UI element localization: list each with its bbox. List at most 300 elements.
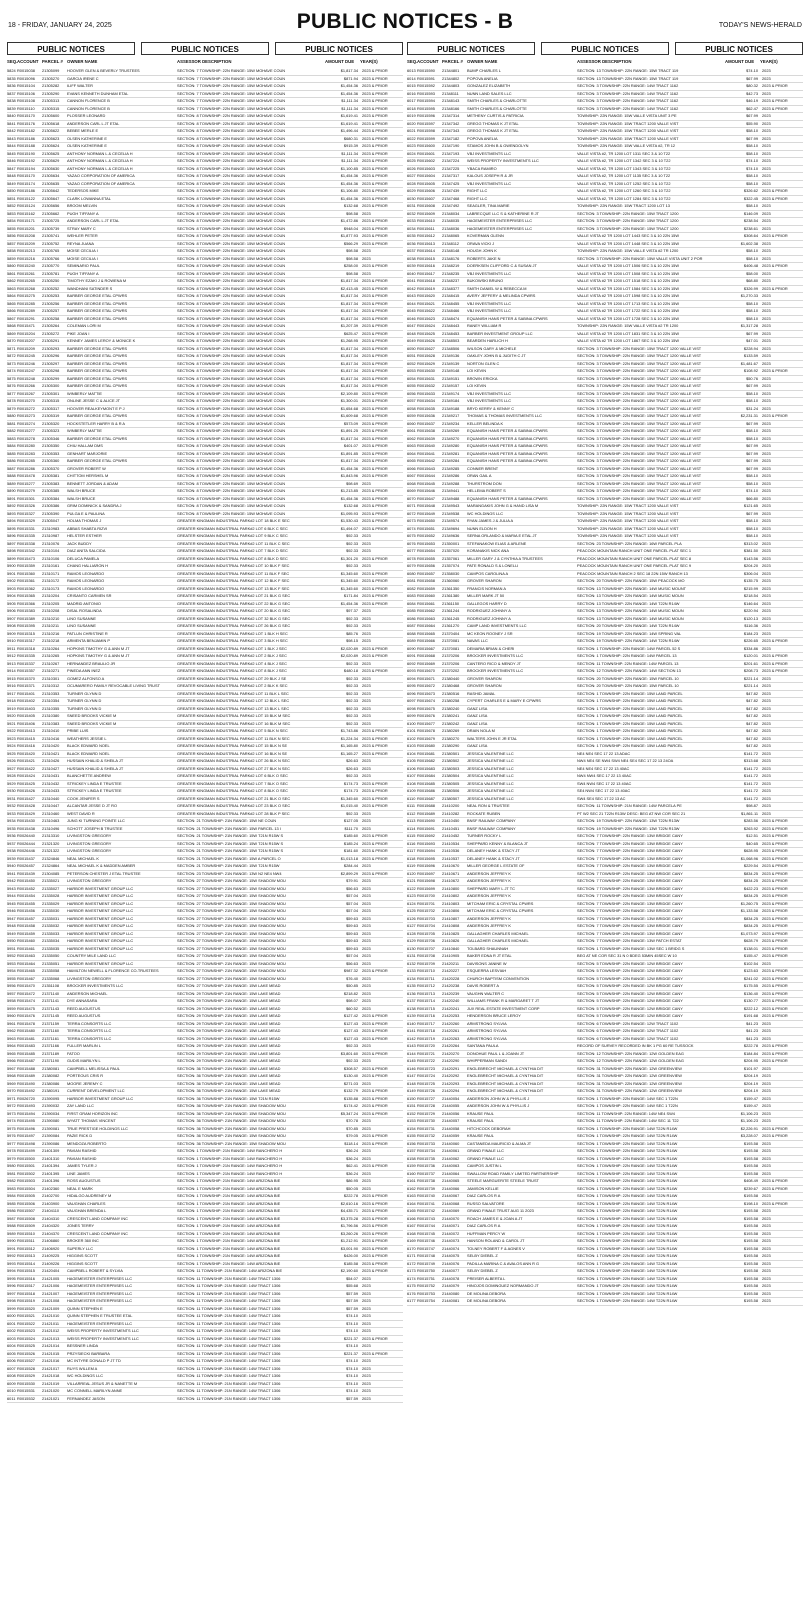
assessor-cell: TOWNSHIP: 22N RANGE: 15W TRACT 1200 VALLE VIST [577, 128, 679, 133]
table-row [7, 1178, 403, 1186]
amount-cell: $41.23 [746, 1035, 758, 1041]
amount-cell: $1,861.11 [740, 810, 758, 816]
account-cell: R0015744 [417, 1223, 435, 1228]
table-row [407, 578, 803, 586]
years-cell: 2023 [762, 608, 771, 613]
assessor-cell: VALLE VISTA #2 TR 1200 LOT 1443 SEC 3 & 10 22N 15W [577, 233, 680, 238]
owner-cell: TERRA CONSORTS LLC [67, 1035, 112, 1041]
account-cell: R0015318 [17, 645, 35, 651]
amount-cell: $193.58 [743, 1290, 758, 1296]
assessor-cell: SECTION: 8 TOWNSHIP: 22N RANGE: 15W MOHAVE COUN [177, 510, 286, 516]
amount-cell: $306.04 [743, 570, 758, 576]
account-cell: R0015687 [417, 795, 435, 801]
seq-cell: 5936 [7, 833, 16, 838]
table-row [7, 893, 403, 901]
account-cell: R0015273 [17, 413, 35, 418]
seq-cell: 5889 [7, 480, 16, 486]
table-row [407, 1238, 803, 1246]
owner-cell: ANDERSON JOHN W & PHYLLIS J [467, 1103, 530, 1108]
years-cell: 2023 [362, 1043, 371, 1048]
account-cell: R0015201 [17, 225, 35, 231]
years-cell: 2023 [762, 1095, 771, 1101]
assessor-cell: SECTION: 11 TOWNSHIP: 21N RANGE: 14W TRACT 1306 [177, 1373, 281, 1378]
owner-cell: SUPERLY LLC [67, 1245, 94, 1251]
owner-cell: CRISANTO CARMEN SR [67, 593, 112, 598]
seq-cell: 5916 [7, 683, 16, 688]
seq-cell: 5999 [7, 1305, 16, 1311]
owner-cell: SANTANA PAULA [467, 1043, 499, 1048]
table-row [407, 421, 803, 429]
seq-cell: 6003 [7, 1335, 16, 1341]
years-cell: 2023 & PRIOR [362, 525, 388, 531]
owner-cell: THOMAS & THOMAS INVESTMENTS LLC [467, 413, 542, 418]
seq-cell: 6107 [407, 773, 416, 778]
seq-cell: 5971 [7, 1095, 16, 1101]
table-row [7, 151, 403, 159]
seq-cell: 6010 [7, 1388, 16, 1393]
amount-cell: $92.33 [346, 1058, 358, 1063]
years-cell: 2023 [362, 1118, 371, 1123]
table-row [407, 601, 803, 609]
assessor-cell: SECTION: 11 TOWNSHIP: 21N RANGE: 14W TRACT 1306 [177, 1305, 281, 1311]
seq-cell: 6058 [407, 405, 416, 411]
owner-cell: AVERY JEFFERY & MELINDA CPWRS [467, 293, 536, 298]
table-row [407, 991, 803, 999]
parcel-cell: 21410282 [442, 810, 460, 816]
assessor-cell: SECTION: 5 TOWNSHIP: 22N RANGE: 12W BRIDGE CANY [577, 960, 683, 966]
account-cell: R0015514 [17, 1260, 35, 1266]
amount-cell: $92.33 [346, 615, 358, 621]
owner-cell: GALLAGHER CHARLES MICHAEL [467, 930, 529, 936]
owner-cell: TURNER GLYNN D [67, 698, 102, 703]
years-cell: 2023 [762, 1028, 771, 1033]
years-cell: 2023 [762, 360, 771, 366]
account-cell: R0015725 [417, 1080, 435, 1086]
assessor-cell: SECTION: 6 TOWNSHIP: 22N RANGE: 12W TRACT 1102 [577, 1035, 679, 1041]
assessor-cell: SECTION: 1 TOWNSHIP: 22N RANGE: 14W PARCEL 52 S [577, 645, 681, 651]
account-cell: R0015285 [17, 458, 35, 463]
owner-cell: HOPKINS TIMOTHY G & ANN M JT [67, 653, 130, 658]
parcel-cell: 21310426 [42, 758, 60, 763]
parcel-cell: 21360060 [442, 578, 460, 583]
assessor-cell: VALLE VISTA #2 TR 1200 LOT 1831 SEC 3 & 10 22N 15W [577, 330, 680, 336]
parcel-cell: 21402360 [42, 1185, 60, 1191]
years-cell: 2023 & PRIOR [362, 315, 388, 321]
table-row [7, 76, 403, 84]
assessor-cell: VALLE VISTA #2 TR 1200 LOT 1508 SEC 3 & 10 22N 15W [577, 270, 680, 276]
account-cell: R0015654 [417, 548, 435, 553]
amount-cell: $1,619.41 [340, 120, 358, 126]
table-row [7, 788, 403, 796]
owner-cell: JUNG KI TURNING POINTE LLC [67, 818, 125, 823]
amount-cell: $127.42 [343, 1013, 358, 1018]
table-row [407, 563, 803, 571]
seq-cell: 6165 [407, 1208, 416, 1213]
years-cell: 2023 [762, 1080, 771, 1086]
account-cell: R0015465 [17, 968, 35, 973]
account-cell: R0015664 [417, 623, 435, 628]
owner-cell: JESSICA VALENTINE LLC [467, 788, 514, 793]
amount-cell: $193.58 [743, 1148, 758, 1153]
amount-cell: $401.07 [343, 443, 358, 448]
assessor-cell: SECTION: 1 TOWNSHIP: 21N RANGE: 14W ARIZONA BIE [177, 1260, 281, 1266]
years-cell: 2023 & PRIOR [362, 1020, 388, 1026]
parcel-cell: 21321322 [42, 848, 60, 853]
assessor-cell: SECTION: 7 TOWNSHIP: 22N RANGE: 15W MOHAVE COUN [177, 98, 286, 103]
owner-cell: ARMSTRONG SYLVIA [467, 1035, 507, 1041]
parcel-cell: 21440067 [442, 1193, 460, 1198]
parcel-cell: 21305272 [42, 330, 60, 336]
account-cell: R0015718 [417, 1028, 435, 1033]
years-cell: 2023 [762, 1110, 771, 1116]
table-row [407, 796, 803, 804]
table-row [7, 421, 403, 429]
amount-cell: $193.58 [743, 1223, 758, 1228]
parcel-cell: 21420261 [442, 1028, 460, 1033]
amount-cell: $57.04 [346, 908, 358, 913]
owner-cell: TOLNEY ROBERT F & AGNES V [467, 1245, 525, 1251]
account-cell: R0015750 [417, 1268, 435, 1273]
parcel-cell: 21344801 [442, 68, 460, 73]
account-cell: R0015207 [17, 338, 35, 343]
owner-cell: BARBER INVESTMENT GROUP LLC [467, 330, 533, 336]
account-cell: R0015521 [17, 1313, 35, 1318]
assessor-cell: SECTION: 1 TOWNSHIP: 21N RANGE: 14W RANCHERO H [177, 1163, 283, 1168]
assessor-cell: SECTION: 1 TOWNSHIP: 22N RANGE: 14W T22N R14W [577, 1125, 678, 1131]
amount-cell: $308.57 [343, 1065, 358, 1071]
assessor-cell: SECTION: 1 TOWNSHIP: 22N RANGE: 13W SEC 1 BRIDG S [577, 945, 685, 951]
account-cell: R0015516 [17, 1275, 35, 1281]
owner-cell: CRESCENT LAND COMPANY INC [67, 1230, 128, 1236]
years-cell: 2023 & PRIOR [362, 1238, 388, 1243]
amount-cell: $193.58 [743, 1215, 758, 1221]
owner-cell: HELLEMA ROBERT S [467, 488, 506, 493]
parcel-cell: 21310496 [42, 825, 60, 831]
seq-cell: 5857 [7, 240, 16, 246]
assessor-cell: SECTION: 5 TOWNSHIP: 22N RANGE: 12W BRIDGE CANY [577, 990, 683, 996]
seq-cell: 6103 [407, 743, 416, 748]
seq-cell: 5900 [7, 563, 16, 568]
owner-cell: HELSTER ESTHER [67, 533, 102, 538]
amount-cell: $102.54 [743, 960, 758, 966]
seq-cell: 6070 [407, 495, 416, 501]
seq-cell: 5905 [7, 600, 16, 606]
owner-cell: MC INTYRE DONALD P JT TD [67, 1358, 121, 1363]
amount-cell: $74.10 [346, 1373, 358, 1378]
years-cell: 2023 & PRIOR [762, 1005, 788, 1011]
amount-cell: $58.10 [746, 480, 758, 486]
parcel-cell: 21421019 [42, 1380, 60, 1386]
owner-cell: LINE JAMES [67, 1170, 90, 1176]
account-cell: R0015701 [417, 900, 435, 906]
years-cell: 2023 [762, 1035, 771, 1041]
account-cell: R0015752 [417, 1283, 435, 1288]
parcel-cell: 21305313 [42, 98, 60, 103]
table-row [407, 728, 803, 736]
assessor-cell: SECTION: 27 TOWNSHIP: 21N RANGE: 15W SHADOW MOU [177, 953, 286, 958]
table-row [7, 1073, 403, 1081]
years-cell: 2023 [762, 293, 771, 298]
assessor-cell: SECTION: 1 TOWNSHIP: 22N RANGE: 14W T22N R14W [577, 1178, 678, 1183]
parcel-cell: 21370081 [442, 638, 460, 643]
account-cell: R0015280 [17, 443, 35, 448]
seq-cell: 6069 [407, 488, 416, 493]
parcel-cell: 21349636 [442, 533, 460, 538]
seq-cell: 5998 [7, 1298, 16, 1303]
col-assessor: ASSESSOR DESCRIPTION [577, 59, 632, 64]
owner-cell: NORTON GLEN C [467, 360, 500, 366]
table-row [407, 166, 803, 174]
assessor-cell: SECTION: 1 TOWNSHIP: 21N RANGE: 14W RANCHERO H [177, 1148, 283, 1153]
seq-cell: 5956 [7, 983, 16, 988]
assessor-cell: SECTION: 11 TOWNSHIP: 21N RANGE: 14W TRACT 1306 [177, 1395, 281, 1401]
table-row [7, 1253, 403, 1261]
amount-cell: $3,260.26 [340, 1230, 358, 1236]
amount-cell: $322.45 [743, 195, 758, 201]
parcel-cell: 21348237 [442, 278, 460, 283]
assessor-cell: GREATER KINGMAN INDUSTRIAL PARK#2 LOT 7 BLK O SEC [177, 780, 288, 786]
table-row [407, 406, 803, 414]
seq-cell: 6149 [407, 1088, 416, 1093]
years-cell: 2023 [762, 683, 771, 688]
years-cell: 2023 & PRIOR [362, 1253, 388, 1258]
account-cell: R0015315 [17, 630, 35, 636]
amount-cell: $334.86 [743, 645, 758, 651]
owner-cell: GUDIS MARILYN L [67, 1058, 101, 1063]
table-row [7, 166, 403, 174]
amount-cell: $326.62 [743, 188, 758, 193]
parcel-cell: 21371161 [42, 1035, 60, 1041]
account-cell: R0015459 [17, 930, 35, 936]
parcel-cell: 21370206 [442, 660, 460, 666]
table-row [7, 1066, 403, 1074]
table-row [7, 121, 403, 129]
years-cell: 2023 & PRIOR [762, 1178, 788, 1183]
amount-cell: $76.40 [346, 975, 358, 981]
owner-cell: BARBER GEORGE ETAL CPWRS [67, 353, 128, 358]
table-row [407, 1261, 803, 1269]
parcel-cell: 21305781 [42, 270, 60, 276]
parcel-cell: 21310463 [42, 818, 60, 823]
account-cell: R0015493 [17, 1103, 35, 1108]
parcel-cell: 21403900 [42, 1200, 60, 1206]
parcel-cell: 21410536 [442, 848, 460, 853]
assessor-cell: VALLE VISTA #2, TR 1200 LOT 1135 SEC 3 & 10 T22 [577, 173, 671, 178]
account-cell: R0015286 [17, 465, 35, 471]
years-cell: 2023 [362, 885, 371, 891]
account-cell: R0015528 [17, 1365, 35, 1371]
assessor-cell: SECTION: 11 TOWNSHIP: 21N RANGE: 14W TRACT 1306 [177, 1290, 281, 1296]
owner-cell: WALTERS JOHN E JR ETAL [467, 735, 518, 741]
assessor-cell: SECTION: 1 TOWNSHIP: 22N RANGE: 14W T22N R14W [577, 1163, 678, 1168]
assessor-cell: SECTION: 1 TOWNSHIP: 22N RANGE: 14W PARCEL 13 [577, 653, 677, 658]
owner-cell: WILLIAMS FRANK R & MARGARET T JT [467, 998, 540, 1003]
amount-cell: $79.05 [346, 1133, 358, 1138]
amount-cell: $987.32 [343, 968, 358, 973]
owner-cell: WANDHANI SATINDER S [67, 285, 113, 291]
col-account: ACCOUNT [417, 59, 439, 64]
parcel-cell: 21344802 [442, 75, 460, 81]
account-cell: R0015422 [17, 765, 35, 771]
amount-cell: $92.33 [346, 810, 358, 816]
years-cell: 2023 & PRIOR [762, 263, 788, 268]
years-cell: 2023 [762, 1163, 771, 1168]
seq-cell: 6056 [407, 390, 416, 396]
assessor-cell: SECTION: 1 TOWNSHIP: 22N RANGE: 15W LAND PARCEL [577, 728, 683, 733]
account-cell: R0015685 [417, 780, 435, 786]
parcel-cell: 21347182 [442, 135, 460, 141]
years-cell: 2023 & PRIOR [362, 413, 388, 418]
amount-cell: $1,817.34 [340, 68, 358, 73]
seq-cell: 5928 [7, 773, 16, 778]
assessor-cell: GREATER KINGMAN INDUSTRIAL PARK#2 LOT 21 BLK O SEC [177, 795, 291, 801]
assessor-cell: SECTION: 36 TOWNSHIP: 21N RANGE: 15W SHADOW MOU [177, 1133, 286, 1138]
assessor-cell: SECTION: 1 TOWNSHIP: 22N RANGE: 14W T22N R14W [577, 1275, 678, 1281]
table-row [407, 106, 803, 114]
account-cell: R0015188 [17, 143, 35, 148]
parcel-cell: 21371159 [42, 1020, 60, 1026]
owner-cell: WINBERLY MATTIE [67, 390, 103, 396]
seq-cell: 6086 [407, 615, 416, 621]
parcel-cell: 21305250 [42, 278, 60, 283]
owner-cell: WALSH BRUCE [67, 488, 96, 493]
amount-cell: $1,260.75 [740, 900, 758, 906]
amount-cell: $1,891.85 [340, 450, 358, 456]
parcel-cell: 21420290 [442, 1058, 460, 1063]
parcel-cell: 21348474 [442, 315, 460, 321]
table-row [407, 256, 803, 264]
assessor-cell: SECTION: 3 TOWNSHIP: 22N RANGE: 15W TRACT 1200 VALLE VIST [577, 465, 702, 471]
col-owner: OWNER NAME [467, 59, 498, 64]
assessor-cell: SECTION: 8 TOWNSHIP: 22N RANGE: 15W MOHAVE COUN [177, 143, 286, 148]
account-cell: R0015357 [17, 668, 35, 673]
owner-cell: ROSS AUGUSTUS [67, 1178, 101, 1183]
parcel-cell: 21347342 [442, 120, 460, 126]
seq-cell: 5932 [7, 803, 16, 808]
owner-cell: FIRST GRAM HORIZON INC [67, 1110, 118, 1116]
parcel-cell: 21310410 [42, 728, 60, 733]
assessor-cell: SECTION: 8 TOWNSHIP: 22N RANGE: 15W MOHAVE COUN [177, 428, 286, 433]
parcel-cell: 21305622 [42, 128, 60, 133]
assessor-cell: SECTION: 7 TOWNSHIP: 22N RANGE: 13W BRIDGE CANY [577, 915, 683, 921]
seq-cell: 6015 [407, 83, 416, 88]
amount-cell: $58.10 [746, 248, 758, 253]
owner-cell: BEBEE MERLE E [67, 128, 99, 133]
owner-cell: ABBAS SHABTA RIZVI [67, 525, 108, 531]
parcel-cell: 21305618 [42, 120, 60, 126]
amount-cell: $204.19 [743, 1080, 758, 1086]
years-cell: 2023 & PRIOR [362, 1103, 388, 1108]
parcel-cell: 21305258 [42, 315, 60, 321]
parcel-cell: 21305353 [42, 450, 60, 456]
seq-cell: 6004 [7, 1343, 16, 1348]
table-row [7, 1156, 403, 1164]
table-row [407, 113, 803, 121]
years-cell: 2023 [362, 210, 371, 216]
years-cell: 2023 & PRIOR [762, 968, 788, 973]
years-cell: 2023 & PRIOR [362, 360, 388, 366]
parcel-cell: 21349136 [442, 353, 460, 358]
years-cell: 2023 [362, 1365, 371, 1371]
years-cell: 2023 & PRIOR [362, 840, 388, 846]
seq-cell: 5901 [7, 570, 16, 576]
amount-cell: $2,226.91 [740, 1125, 758, 1131]
assessor-cell: VALLE VISTA #2 TR 1200 LOT 1867 SEC 3 & 10 22N 15W [577, 338, 680, 343]
owner-cell: RASHID JAMAL [467, 690, 496, 696]
table-row [407, 608, 803, 616]
assessor-cell: GREATER KINGMAN INDUSTRIAL PARK#2 LOT 13 BLK F SEC [177, 585, 290, 591]
owner-cell: NEAL MICHAEL K [67, 855, 99, 861]
seq-cell: 6007 [7, 1365, 16, 1371]
amount-cell: $101.97 [743, 1065, 758, 1071]
years-cell: 2023 [762, 1260, 771, 1266]
assessor-cell: SECTION: 8 TOWNSHIP: 22N RANGE: 15W MOHAVE COUN [177, 488, 286, 493]
table-row [407, 871, 803, 879]
owner-cell: HAGEMEISTER ENTERPRISES LLC [467, 225, 533, 231]
table-row [407, 691, 803, 699]
assessor-cell: VALLE VISTA #2 TR 1200 LOT 1722 SEC 3 & 10 22N 15W [577, 308, 680, 313]
years-cell: 2023 [362, 1080, 371, 1086]
amount-cell: $133.59 [743, 353, 758, 358]
amount-cell: $120.13 [743, 615, 758, 621]
account-cell: R0015642 [417, 458, 435, 463]
assessor-cell: SECTION: 8 TOWNSHIP: 22N RANGE: 15W MOHAVE COUN [177, 480, 286, 486]
parcel-cell: 21380081 [42, 1065, 60, 1071]
years-cell: 2023 [362, 878, 371, 883]
seq-cell: 6092 [407, 660, 416, 666]
seq-cell: 6045 [407, 308, 416, 313]
table-row [7, 1291, 403, 1299]
assessor-cell: SECTION: 29 TOWNSHIP: 21N RANGE: 15W LAKE MEAD [177, 1013, 281, 1018]
table-row [407, 293, 803, 301]
assessor-cell: SECTION: 8 TOWNSHIP: 22N RANGE: 15W MOHAVE COUN [177, 300, 286, 306]
table-row [7, 511, 403, 519]
years-cell: 2023 [762, 750, 771, 756]
table-row [407, 893, 803, 901]
owner-cell: BARBER GEORGE ETAL CPWRS [67, 315, 128, 321]
owner-cell: LINO SUSANNE [67, 623, 96, 628]
seq-cell: 5941 [7, 870, 16, 876]
table-row [407, 1081, 803, 1089]
owner-cell: PETERSON CHESTER J ETAL TRUSTEE [67, 870, 141, 876]
amount-cell: $204.20 [743, 563, 758, 568]
account-cell: R0015613 [417, 240, 435, 246]
years-cell: 2023 [362, 1155, 371, 1161]
parcel-cell: 21305662 [42, 210, 60, 216]
assessor-cell: SECTION: 1 TOWNSHIP: 22N RANGE: 15W LAND PARCEL [577, 720, 683, 726]
years-cell: 2023 & PRIOR [762, 930, 788, 936]
table-row [7, 1021, 403, 1029]
amount-cell: $74.10 [346, 1388, 358, 1393]
amount-cell: $92.33 [346, 563, 358, 568]
seq-cell: 6174 [407, 1275, 416, 1281]
years-cell: 2023 [362, 900, 371, 906]
years-cell: 2023 [762, 68, 771, 73]
owner-cell: RUYS WILLEM A [67, 1365, 98, 1371]
account-cell: R0015680 [417, 743, 435, 748]
years-cell: 2023 [762, 473, 771, 478]
owner-cell: SNEED BROOKS VICKIE M [67, 720, 117, 726]
parcel-cell: 21310104 [42, 548, 60, 553]
owner-cell: EQUANISH HANS PETER & SABINA CPWRS [467, 450, 548, 456]
parcel-cell: 21420292 [442, 1073, 460, 1078]
seq-cell: 5835 [7, 75, 16, 81]
account-cell: R0015421 [17, 758, 35, 763]
seq-cell: 5906 [7, 608, 16, 613]
table-row [407, 758, 803, 766]
amount-cell: $1,481.67 [740, 360, 758, 366]
amount-cell: $181.60 [343, 848, 358, 853]
